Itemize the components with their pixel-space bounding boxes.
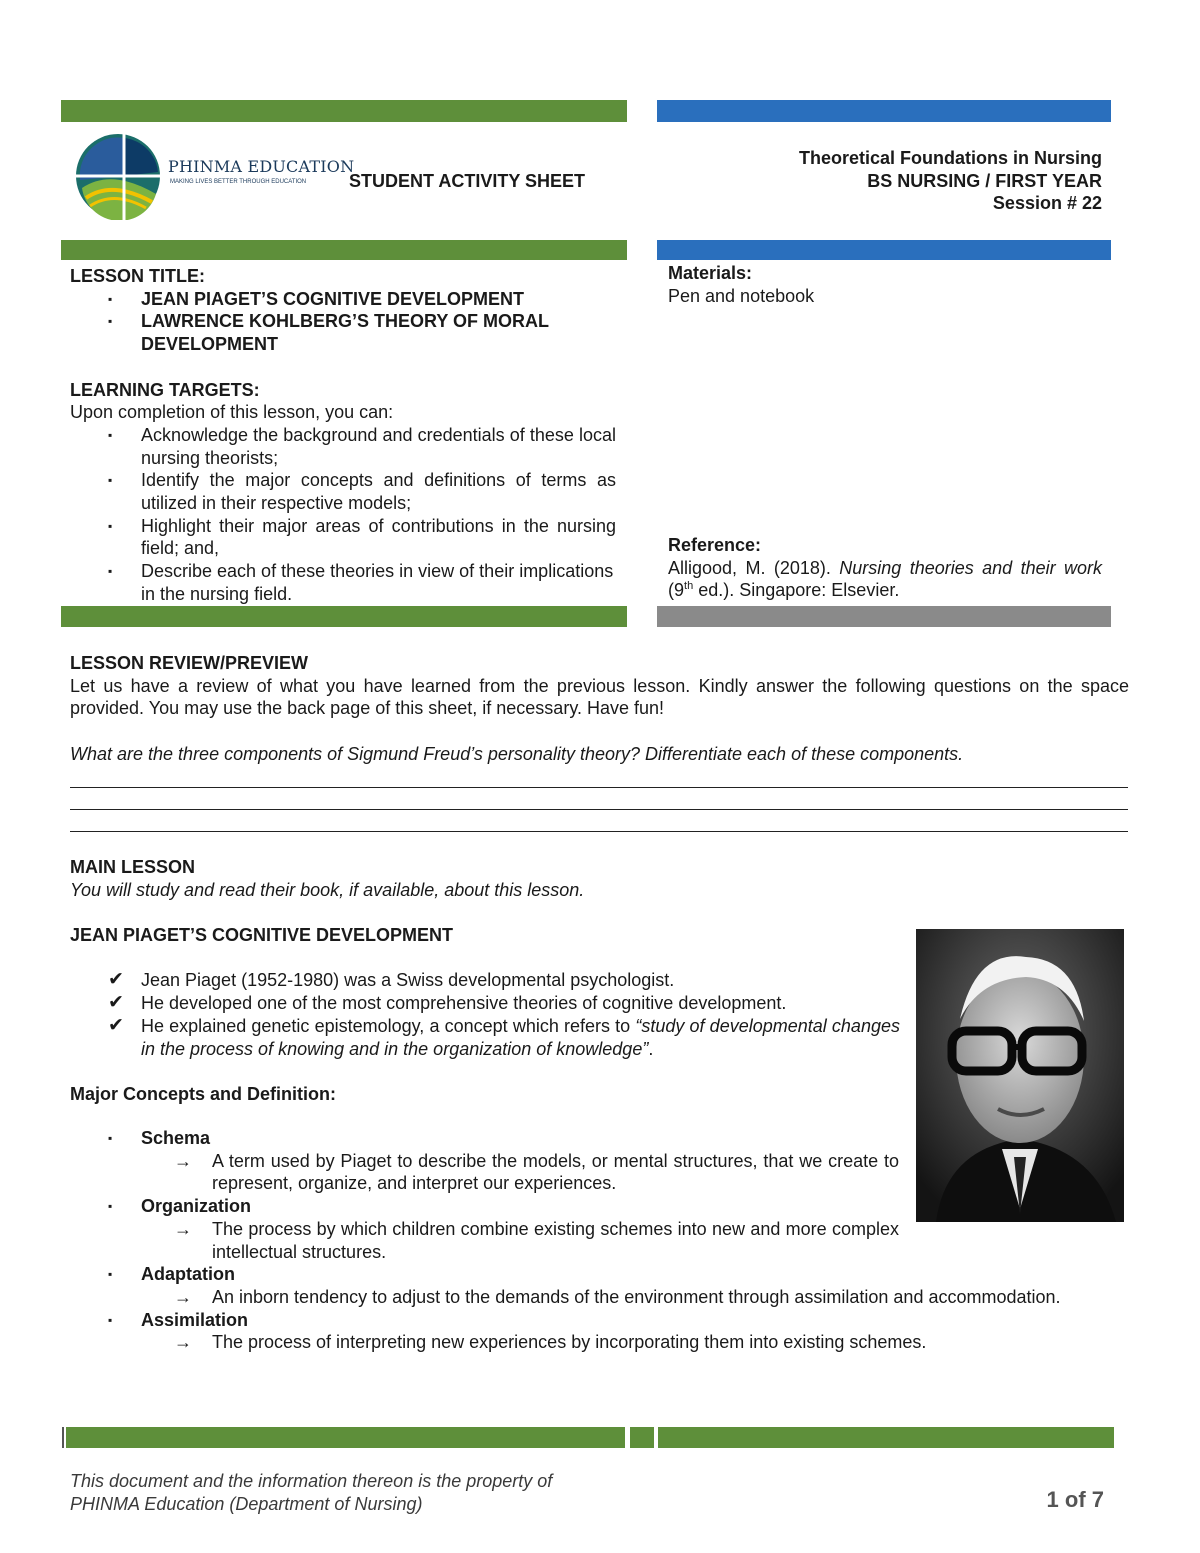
learning-target-item: ▪ Highlight their major areas of contributions in the nursing field; and,: [70, 515, 616, 560]
materials-label: Materials:: [668, 263, 753, 283]
learning-targets-list: [70, 424, 616, 606]
phinma-logo: [72, 128, 355, 220]
reference-edition-open: (9: [668, 580, 685, 601]
footer-notice: [70, 1470, 552, 1515]
footer-bar-right: [658, 1427, 1114, 1448]
concept-term-list: [70, 1263, 1129, 1286]
reference-edition-close: ed.). Singapore: Elsevier.: [698, 580, 900, 601]
learning-targets-intro: Upon completion of this lesson, you can:: [70, 402, 394, 423]
reference-citation: [668, 557, 1102, 602]
answer-line[interactable]: [70, 809, 1128, 810]
concept-term: ▪ Assimilation: [70, 1309, 1129, 1332]
concept-definition-text: The process of interpreting new experiences by incorporating them into existing schemes.: [212, 1332, 927, 1353]
logo-tagline: MAKING LIVES BETTER THROUGH EDUCATION: [170, 179, 307, 185]
learning-target-item: ▪ Describe each of these theories in view of their implications in the nursing field.: [70, 560, 616, 605]
fact-text: He developed one of the most comprehensive theories of cognitive development.: [141, 993, 787, 1014]
piaget-photo: [916, 929, 1124, 1222]
lesson-title-label: LESSON TITLE:: [70, 266, 205, 286]
fact-quote: “study of developmental changes in the process of knowing and in the organization of knowledge”: [141, 1015, 900, 1059]
concept-term: ▪ Organization: [70, 1195, 1129, 1218]
arrow-right-icon: →: [174, 1218, 192, 1239]
main-subtitle: You will study and read their book, if available, about this lesson.: [70, 879, 585, 900]
concept-definition: [70, 1331, 1129, 1354]
footer-tick: [62, 1427, 64, 1448]
checkmark-icon: ✔: [108, 1014, 124, 1036]
logo-name: PHINMA EDUCATION: [168, 157, 355, 176]
reference-section: [668, 534, 1102, 602]
footer-bar-left: [66, 1427, 625, 1448]
learning-target-item: ▪ Acknowledge the background and credentials of these local nursing theorists;: [70, 424, 616, 469]
concept-definition-text: A term used by Piaget to describe the models, or mental structures, that we create to represent, organize, and interpret our experiences.: [212, 1150, 899, 1194]
main-lesson: [70, 856, 900, 1128]
piaget-section-title: JEAN PIAGET’S COGNITIVE DEVELOPMENT: [70, 925, 454, 946]
reference-label: Reference:: [668, 535, 762, 555]
page-number: 1 of 7: [1046, 1487, 1104, 1512]
concept-term: ▪ Adaptation: [70, 1263, 1129, 1286]
program-year: BS NURSING / FIRST YEAR: [867, 170, 1102, 191]
lesson-title-item: ▪ JEAN PIAGET’S COGNITIVE DEVELOPMENT: [70, 288, 616, 311]
concept-definition: [70, 1218, 899, 1263]
reference-edition-sup: th: [684, 580, 694, 593]
lesson-review: [70, 652, 1129, 766]
fact-item: [70, 1015, 900, 1060]
concept-definition-text: The process by which children combine existing schemes into new and more complex intellectual structures.: [212, 1218, 899, 1262]
arrow-right-icon: →: [174, 1332, 192, 1353]
materials-section: [668, 262, 1102, 307]
checkmark-icon: ✔: [108, 992, 124, 1014]
arrow-right-icon: →: [174, 1150, 192, 1171]
session-number: Session # 22: [992, 193, 1102, 214]
header-bar-left-bottom: [61, 240, 627, 260]
header-bar-right-top: [657, 100, 1111, 122]
review-heading: LESSON REVIEW/PREVIEW: [70, 653, 309, 673]
logo-emblem-icon: [72, 128, 164, 220]
answer-line[interactable]: [70, 831, 1128, 832]
lesson-title-list: [70, 288, 616, 356]
course-title: Theoretical Foundations in Nursing: [798, 148, 1102, 168]
sheet-title: STUDENT ACTIVITY SHEET: [349, 171, 586, 191]
review-question: What are the three components of Sigmund Freud’s personality theory? Differentiate each of these components.: [70, 743, 964, 764]
footer-line: This document and the information thereon is the property of: [70, 1471, 553, 1491]
course-info: [799, 147, 1102, 215]
section-bar-right: [657, 606, 1111, 627]
arrow-right-icon: →: [174, 1286, 192, 1307]
reference-book-title: Nursing theories and their work: [839, 557, 1102, 578]
concept-term: ▪ Schema: [70, 1127, 1129, 1150]
concept-definition: [70, 1286, 1129, 1309]
footer-line: PHINMA Education (Department of Nursing): [70, 1493, 423, 1514]
fact-item: [70, 992, 900, 1015]
fact-item: [70, 969, 900, 992]
checkmark-icon: ✔: [108, 969, 124, 991]
lesson-info: [70, 265, 616, 606]
fact-quote-end: .: [648, 1038, 654, 1059]
reference-author: Alligood, M. (2018).: [668, 557, 831, 578]
lesson-title-item: ▪ LAWRENCE KOHLBERG’S THEORY OF MORAL DEVELOPMENT: [70, 310, 616, 355]
concept-term-list: [70, 1309, 1129, 1332]
learning-target-item: ▪ Identify the major concepts and definitions of terms as utilized in their respective models;: [70, 469, 616, 514]
concept-definition: [70, 1150, 899, 1195]
review-body: Let us have a review of what you have learned from the previous lesson. Kindly answer the following questions on the space provided. You may use the back page of this sheet, if necessary. Have fun!: [70, 675, 1129, 719]
fact-text: Jean Piaget (1952-1980) was a Swiss developmental psychologist.: [141, 970, 675, 991]
learning-targets-label: LEARNING TARGETS:: [70, 379, 260, 400]
header-bar-left-top: [61, 100, 627, 122]
fact-text: He explained genetic epistemology, a concept which refers to: [141, 1015, 631, 1036]
header-bar-right-bottom: [657, 240, 1111, 260]
concept-definition-text: An inborn tendency to adjust to the demands of the environment through assimilation and accommodation.: [212, 1286, 1061, 1307]
materials-text: Pen and notebook: [668, 285, 815, 306]
footer-bar-mid: [630, 1427, 654, 1448]
main-heading: MAIN LESSON: [70, 857, 196, 877]
portrait-image: [916, 929, 1124, 1222]
concepts-label: Major Concepts and Definition:: [70, 1083, 337, 1104]
answer-line[interactable]: [70, 787, 1128, 788]
section-bar-left: [61, 606, 627, 627]
